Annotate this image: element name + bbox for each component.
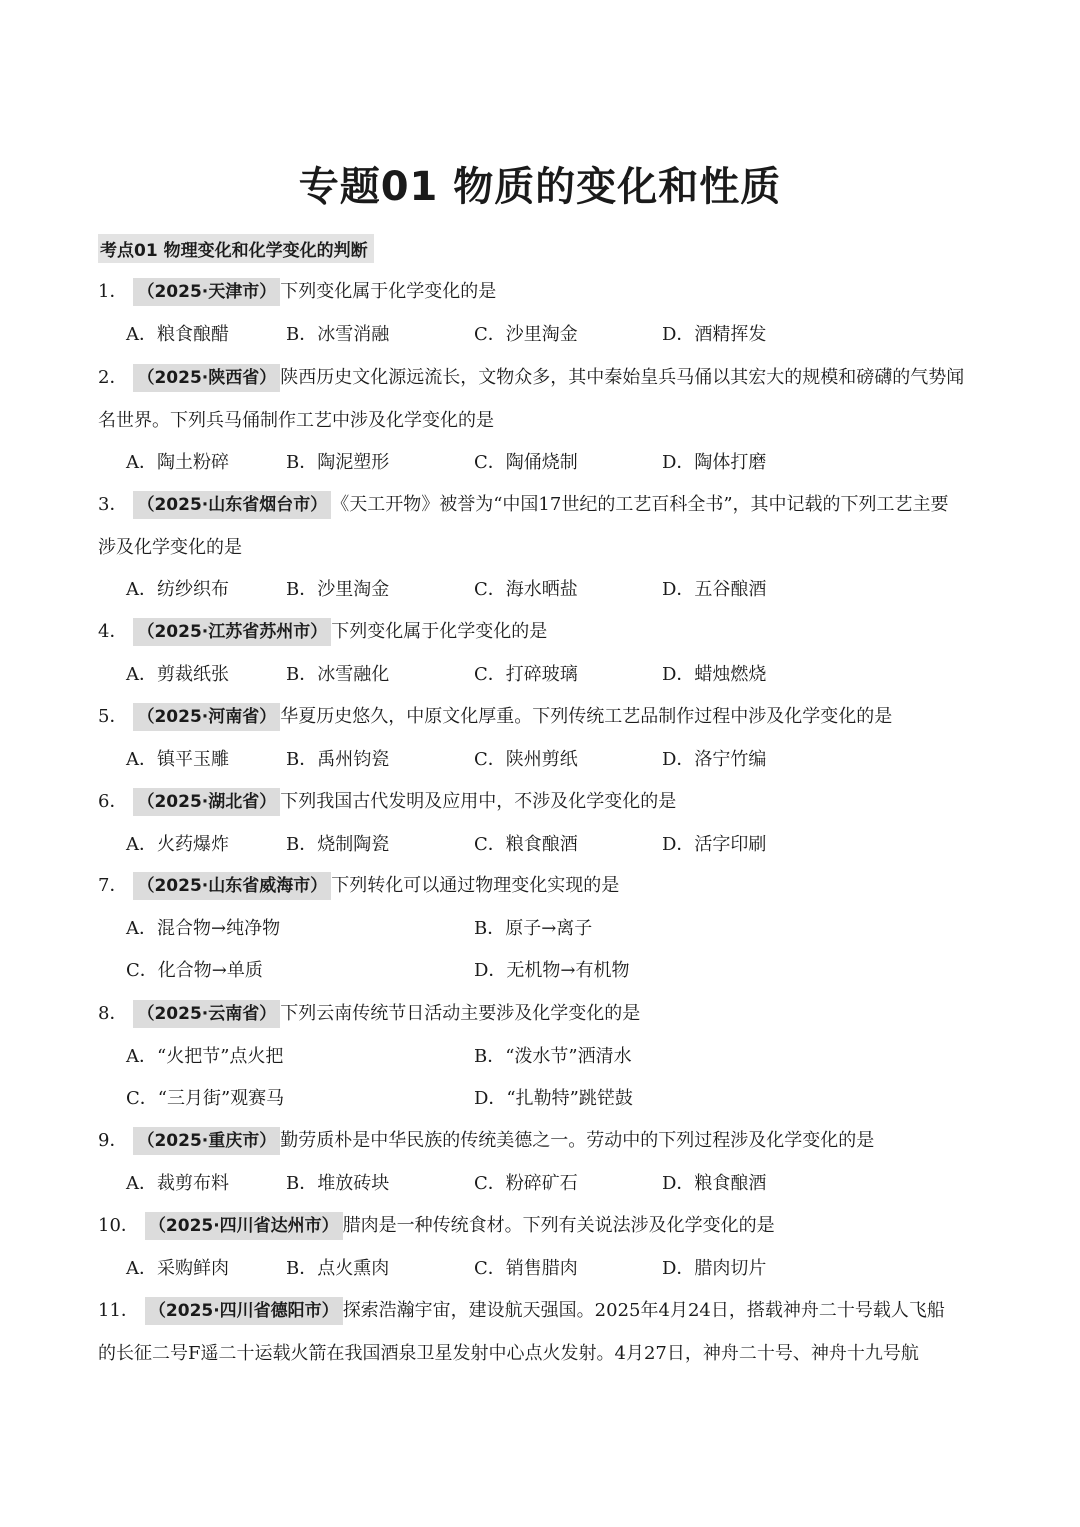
question-text: 勤劳质朴是中华民族的传统美德之一。劳动中的下列过程涉及化学变化的是 xyxy=(280,1130,875,1151)
answer-option: D．蜡烛燃烧 xyxy=(662,663,767,685)
answer-option: A．粮食酿醋 xyxy=(126,323,229,345)
answer-option: C．沙里淘金 xyxy=(474,323,578,345)
answer-option: D．粮食酿酒 xyxy=(662,1172,767,1194)
source-tag: （2025·云南省） xyxy=(133,1000,280,1028)
question-text: 腊肉是一种传统食材。下列有关说法涉及化学变化的是 xyxy=(342,1215,775,1236)
question-text: 下列我国古代发明及应用中，不涉及化学变化的是 xyxy=(280,791,677,812)
question-number: 6． xyxy=(98,791,128,812)
source-tag: （2025·湖北省） xyxy=(133,788,280,816)
answer-option: C．“三月街”观赛马 xyxy=(126,1088,285,1109)
question-number: 3． xyxy=(98,494,128,515)
question-stem xyxy=(98,1127,988,1155)
question-number: 7． xyxy=(98,875,128,896)
question-stem xyxy=(98,788,988,816)
page-title: 专题01 物质的变化和性质 xyxy=(298,164,782,210)
question-text: 陕西历史文化源远流长，文物众多，其中秦始皇兵马俑以其宏大的规模和磅礴的气势闻 xyxy=(280,367,965,388)
question-stem-continued: 涉及化学变化的是 xyxy=(98,536,242,558)
answer-option: D．腊肉切片 xyxy=(662,1257,767,1279)
source-tag: （2025·山东省威海市） xyxy=(133,872,331,900)
question-text: 下列变化属于化学变化的是 xyxy=(331,621,548,642)
answer-option: B．“泼水节”洒清水 xyxy=(474,1045,632,1067)
answer-option: B．沙里淘金 xyxy=(286,579,390,600)
question-text: 探索浩瀚宇宙，建设航天强国。2025年4月24日，搭载神舟二十号载人飞船 xyxy=(342,1300,945,1321)
answer-option: C．陶俑烧制 xyxy=(474,452,578,473)
answer-option: B．冰雪消融 xyxy=(286,323,390,345)
source-tag: （2025·山东省烟台市） xyxy=(133,491,331,519)
answer-option: B．烧制陶瓷 xyxy=(286,833,390,855)
source-tag: （2025·重庆市） xyxy=(133,1127,280,1155)
source-tag: （2025·四川省达州市） xyxy=(145,1212,343,1240)
answer-option: A．纺纱织布 xyxy=(126,579,229,600)
answer-option: A．裁剪布料 xyxy=(126,1172,229,1194)
question-text: 《天工开物》被誉为“中国17世纪的工艺百科全书”，其中记载的下列工艺主要 xyxy=(331,494,949,515)
answer-option: D．五谷酿酒 xyxy=(662,579,767,600)
answer-option: A．混合物→纯净物 xyxy=(126,917,281,939)
answer-option: C．粉碎矿石 xyxy=(474,1172,578,1194)
question-number: 8． xyxy=(98,1003,128,1024)
source-tag: （2025·天津市） xyxy=(133,278,280,306)
answer-option: D．活字印刷 xyxy=(662,833,767,855)
question-number: 2． xyxy=(98,367,128,388)
answer-option: A．剪裁纸张 xyxy=(126,663,229,685)
answer-option: C．打碎玻璃 xyxy=(474,663,578,685)
question-stem-continued: 名世界。下列兵马俑制作工艺中涉及化学变化的是 xyxy=(98,409,494,431)
answer-option: D．无机物→有机物 xyxy=(474,960,630,981)
answer-option: B．点火熏肉 xyxy=(286,1257,390,1279)
question-number: 5． xyxy=(98,706,128,727)
question-stem-continued: 的长征二号F遥二十运载火箭在我国酒泉卫星发射中心点火发射。4月27日，神舟二十号、神舟十九号航 xyxy=(98,1342,919,1364)
answer-option: C．陕州剪纸 xyxy=(474,748,578,770)
question-text: 下列云南传统节日活动主要涉及化学变化的是 xyxy=(280,1003,641,1024)
question-stem xyxy=(98,1212,988,1240)
answer-option: A．火药爆炸 xyxy=(126,833,229,855)
answer-option: A．“火把节”点火把 xyxy=(126,1045,284,1067)
question-stem xyxy=(98,1000,988,1028)
answer-option: A．陶土粉碎 xyxy=(126,452,229,473)
answer-option: B．原子→离子 xyxy=(474,917,593,939)
question-stem xyxy=(98,872,988,900)
answer-option: C．化合物→单质 xyxy=(126,960,263,981)
source-tag: （2025·江苏省苏州市） xyxy=(133,618,331,646)
question-stem xyxy=(98,278,988,306)
question-number: 4． xyxy=(98,621,128,642)
question-stem xyxy=(98,1297,988,1325)
question-number: 11． xyxy=(98,1300,139,1321)
answer-option: D．陶体打磨 xyxy=(662,452,767,473)
question-stem xyxy=(98,364,988,392)
answer-option: D．“扎勒特”跳铓鼓 xyxy=(474,1088,633,1109)
source-tag: （2025·陕西省） xyxy=(133,364,280,392)
source-tag: （2025·河南省） xyxy=(133,703,280,731)
answer-option: D．酒精挥发 xyxy=(662,323,767,345)
answer-option: C．海水晒盐 xyxy=(474,579,578,600)
answer-option: B．堆放砖块 xyxy=(286,1172,390,1194)
answer-option: C．销售腊肉 xyxy=(474,1257,578,1279)
question-number: 10． xyxy=(98,1215,139,1236)
question-number: 1． xyxy=(98,281,128,302)
question-text: 下列变化属于化学变化的是 xyxy=(280,281,497,302)
section-heading: 考点01 物理变化和化学变化的判断 xyxy=(98,234,374,263)
question-stem xyxy=(98,491,988,519)
source-tag: （2025·四川省德阳市） xyxy=(145,1297,343,1325)
answer-option: B．禹州钧瓷 xyxy=(286,748,390,770)
answer-option: B．冰雪融化 xyxy=(286,663,390,685)
answer-option: B．陶泥塑形 xyxy=(286,452,390,473)
answer-option: A．镇平玉雕 xyxy=(126,748,229,770)
question-number: 9． xyxy=(98,1130,128,1151)
question-stem xyxy=(98,703,988,731)
question-text: 下列转化可以通过物理变化实现的是 xyxy=(331,875,620,896)
answer-option: A．采购鲜肉 xyxy=(126,1257,229,1279)
question-stem xyxy=(98,618,988,646)
question-text: 华夏历史悠久，中原文化厚重。下列传统工艺品制作过程中涉及化学变化的是 xyxy=(280,706,893,727)
answer-option: C．粮食酿酒 xyxy=(474,833,578,855)
answer-option: D．洛宁竹编 xyxy=(662,748,767,770)
